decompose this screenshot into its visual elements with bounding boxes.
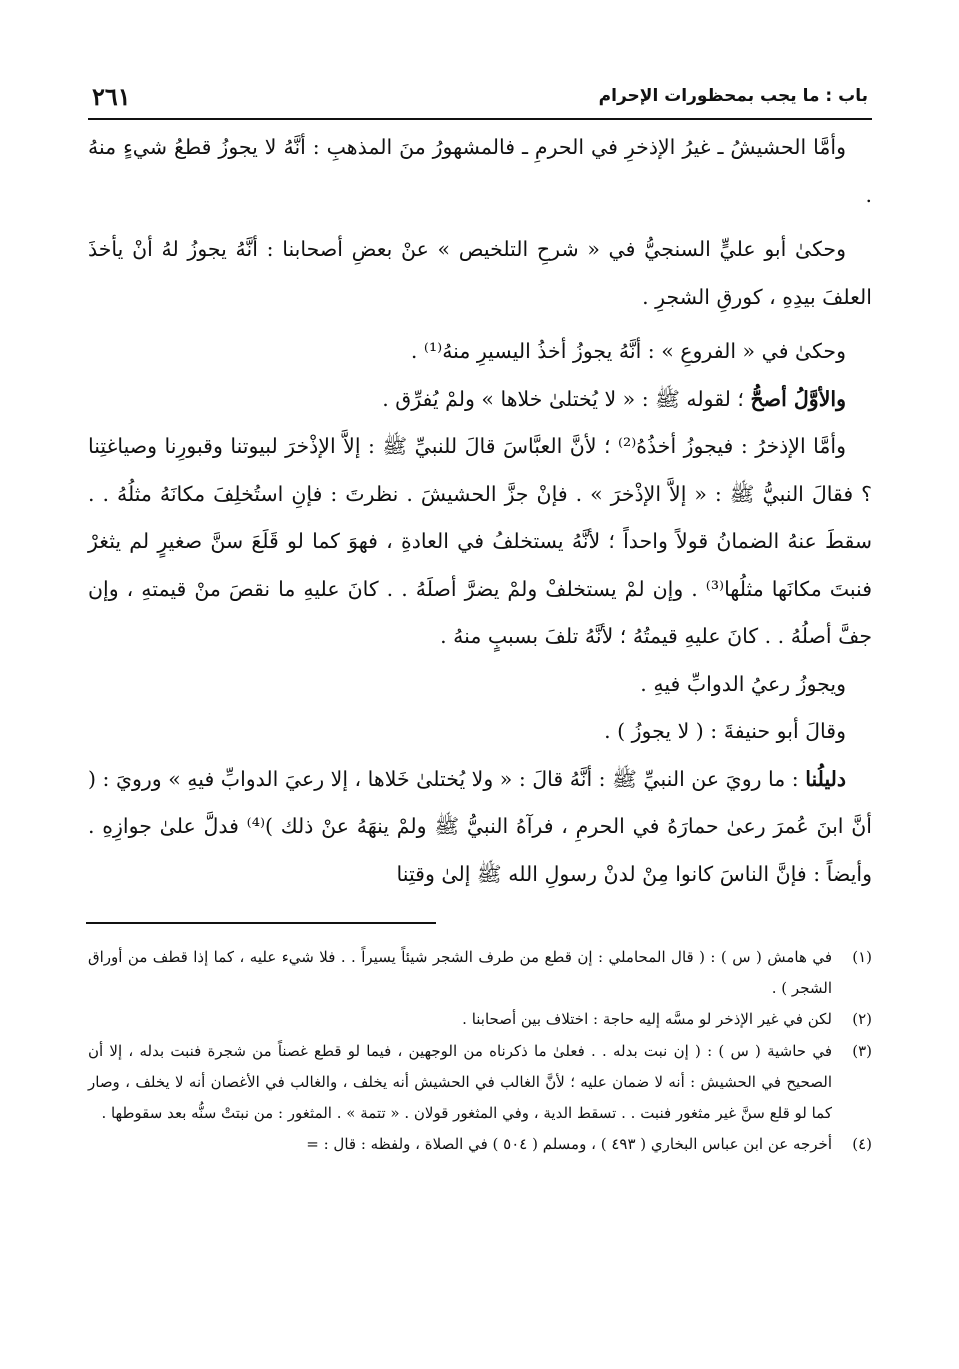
paragraph: وحكىٰ أبو عليٍّ السنجيُّ في « شرحِ التلخيص » عنْ بعضِ أصحابنا : أنَّهُ يجوزُ لهُ أنْ يأخذَ العلفَ بيدِهِ ، كورقِ الشجرِ . <box>88 237 872 309</box>
main-text <box>88 124 872 898</box>
page-number: ٢٦١ <box>92 82 131 111</box>
running-head: باب : ما يجب بمحظورات الإحرام <box>598 86 868 106</box>
footnote-text: لكن في غير الإذخر لو مسَّه إليه حاجة : اختلاف بين أصحابنا . <box>462 1010 832 1029</box>
footnote-number: (٣) <box>852 1041 872 1060</box>
footnote <box>88 1129 872 1160</box>
footnote <box>88 942 872 1004</box>
footnote-number: (٢) <box>852 1010 872 1029</box>
footnote-separator <box>86 922 436 924</box>
book-page <box>88 80 872 1160</box>
paragraph: وأمَّا الحشيشُ ـ غيرُ الإذخرِ في الحرمِ ـ فالمشهورُ منَ المذهبِ : أنَّهُ لا يجوزُ قطعُ شيءٍ منهُ . <box>88 135 872 207</box>
paragraph: وأمَّا الإذخرُ : فيجوزُ أخذُهُ⁽²⁾ ؛ لأنَّ العبَّاسَ قالَ للنبيِّ ﷺ : إلاَّ الإذْخرَ لبيوتنا وقبورِنا وصياغتِنا ؟ فقالَ النبيُّ ﷺ : « إلاَّ الإذْخرَ » . فإنْ جزَّ الحشيشَ . نظرتَ : فإنِ استُخلِفَ مكانَهُ مثلُهُ . . سقطَ عنهُ الضمانُ قولاً واحداً ؛ لأنَّهُ يستخلفُ في العادةِ ، فهوَ كما لو قَلَعَ سنَّ صغيرٍ لم يثغرْ فنبتَ مكانَها مثلُها⁽³⁾ . وإن لمْ يستخلفْ ولمْ يضرَّ أصلَهُ . . كانَ عليهِ ما نقصَ منْ قيمتهِ ، وإن جفَّ أصلُهُ . . كانَ عليهِ قيمتُهُ ؛ لأنَّهُ تلفَ بسببٍ منهُ . <box>88 434 872 648</box>
paragraph: والأوَّلُ أصحُّ ؛ لقوله ﷺ : « لا يُختلىٰ خلاها » ولمْ يُفرِّق . <box>382 386 846 411</box>
footnote-number: (١) <box>852 948 872 966</box>
paragraph: وقالَ أبو حنيفةَ : ( لا يجوزُ ) . <box>604 719 846 743</box>
footnote-text: أخرجه عن ابن عباس البخاري ( ٤٩٣ ) ، ومسلم ( ٥٠٤ ) في الصلاة ، ولفظه : قال : = <box>306 1135 832 1154</box>
paragraph: دليلُنا : ما رويَ عن النبيِّ ﷺ : أنَّهُ قالَ : « ولا يُختلىٰ خَلاها ، إلا رعيَ الدوابِّ فيهِ » ورويَ : ( أنَّ ابنَ عُمرَ رعىٰ حمارَهُ في الحرمِ ، فرآهُ النبيُّ ﷺ ولمْ ينهَهُ عنْ ذلك )⁽⁴⁾ فدلَّ علىٰ جوازِهِ . وأيضاً : فإنَّ الناسَ كانوا مِنْ لدنْ رسولِ الله ﷺ إلىٰ وقتِنا <box>88 766 872 886</box>
footnote <box>88 1036 872 1130</box>
footnote <box>88 1004 872 1035</box>
page-header <box>88 80 872 120</box>
footnote-text: في هامش ( س ) : ( قال المحاملي : إن قطع من طرف الشجر شيئاً يسيراً . . فلا شيء عليه ، كما إذا قطف من أوراق الشجر ) . <box>88 948 832 998</box>
paragraph: ويجوزُ رعيُ الدوابِّ فيهِ . <box>640 671 846 696</box>
footnote-text: في حاشية ( س ) : ( إن نبت بدله . . فعلىٰ ما ذكرناه من الوجهين ، فيما لو قطع غصناً من شجرة فنبت بدله ، إلا أن الصحيح في الحشيش : أنه لا ضمان عليه ؛ لأنَّ الغالب في الحشيش أنه يخلف ، والغالب في الأغصان أنه لا يخلف ، وصار كما لو قلع سنَّ غير مثغور فنبت . . تسقط الدية ، وفي المثغور قولان . « تتمة » . المثغور : من نبتتْ سنُّه بعد سقوطها . <box>88 1041 832 1123</box>
footnotes <box>88 942 872 1160</box>
footnote-number: (٤) <box>852 1135 872 1154</box>
paragraph: وحكىٰ في « الفروعِ » : أنَّهُ يجوزُ أخذُ اليسيرِ منهُ⁽¹⁾ . <box>410 339 846 363</box>
